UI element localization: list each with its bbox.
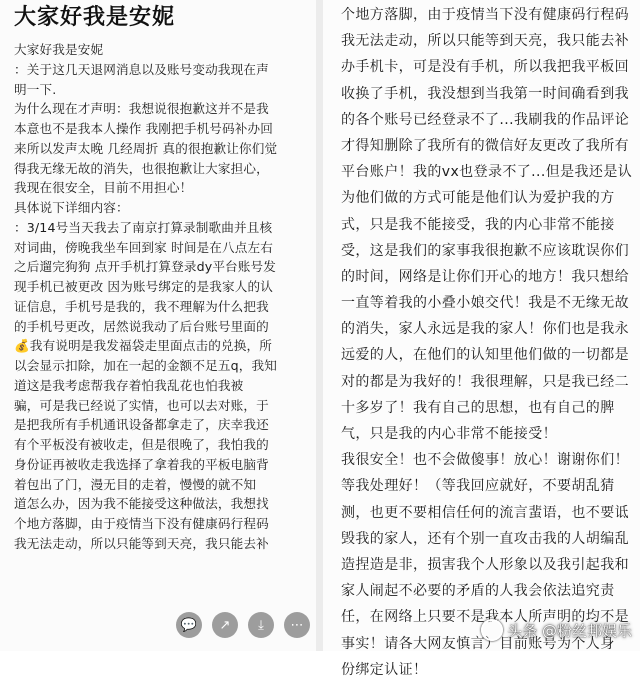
text-line: 个地方落脚，由于疫情当下没有健康码行程码 bbox=[341, 7, 629, 23]
text-line: 现手机已被更改 因为账号绑定的是我家人的认 bbox=[14, 279, 274, 294]
text-line: 身份证再被收走我选择了拿着我的平板电脑背 bbox=[14, 456, 269, 472]
text-line: 是把我所有手机通讯设备都拿走了，庆幸我还 bbox=[14, 417, 269, 433]
more-icon[interactable]: ⋯ bbox=[284, 612, 310, 638]
text-line: 道这是我考虑帮我存着怕我乱花也怕我被 bbox=[14, 377, 244, 393]
text-line: 家人闹起不必要的矛盾的人我会依法追究责 bbox=[341, 583, 615, 600]
image-action-overlay bbox=[120, 606, 310, 644]
text-line: ：3/14号当天我去了南京打算录制歌曲并且核 bbox=[14, 219, 273, 235]
text-line: 任，在网络上只要不是我本人所声明的均不是 bbox=[341, 609, 629, 626]
text-line: 收换了手机，我没想到当我第一时间确看到我 bbox=[341, 85, 629, 102]
text-line: 之后遛完狗狗 点开手机打算登录dy平台账号发 bbox=[14, 259, 277, 275]
panel-divider bbox=[316, 0, 323, 651]
download-icon[interactable]: ⤓ bbox=[248, 612, 274, 638]
text-line: 💰我有说明是我发福袋走里面点击的兑换，所 bbox=[14, 338, 272, 354]
text-line: 道怎么办，因为我不能接受这种做法，我想找 bbox=[14, 496, 269, 512]
text-line: 才得知删除了我所有的微信好友更改了我所有 bbox=[341, 137, 629, 154]
text-line: 个地方落脚，由于疫情当下没有健康码行程码 bbox=[14, 516, 269, 531]
text-line: 式，只是我不能接受，我的内心非常不能接 bbox=[341, 216, 615, 233]
text-line: 证信息，手机号是我的，我不理解为什么把我 bbox=[14, 298, 269, 314]
text-line: 有个平板没有被收走，但是很晚了，我怕我的 bbox=[14, 437, 269, 452]
text-line: 十多岁了！我有自己的思想，也有自己的脾 bbox=[341, 399, 615, 416]
source-watermark bbox=[481, 619, 632, 641]
text-line: 测，也更不要相信任何的流言蜚语，也不要诋 bbox=[341, 504, 629, 521]
left-screenshot-panel bbox=[0, 0, 316, 651]
text-line: 对词曲，傍晚我坐车回到家 时间是在八点左右 bbox=[14, 239, 274, 255]
text-line: 的时间，网络是让你们开心的地方！我只想给 bbox=[341, 268, 629, 285]
text-line: 毁我的家人，还有个别一直攻击我的人胡编乱 bbox=[341, 530, 629, 547]
text-line: 我现在很安全，目前不用担心！ bbox=[14, 180, 193, 196]
text-line: 受，这是我们的家事我很抱歉不应该耽误你们 bbox=[341, 242, 629, 259]
text-line: 份绑定认证！ bbox=[341, 661, 428, 678]
text-line: 着包出了门，漫无目的走着，慢慢的就不知 bbox=[14, 476, 257, 492]
text-line: 的各个账号已经登录不了...我刷我的作品评论 bbox=[341, 111, 630, 128]
toutiao-logo-icon bbox=[481, 619, 503, 641]
text-line: 办手机卡，可是没有手机，所以我把我平板回 bbox=[341, 59, 629, 76]
text-line: 对的都是为我好的！我很理解，只是我已经二 bbox=[341, 373, 629, 390]
text-line: 事实！请各大网友慎言）目前账号为个人身 bbox=[341, 635, 615, 652]
text-line: 远爱的人，在他们的认知里他们做的一切都是 bbox=[341, 347, 629, 364]
text-line: 气，只是我的内心非常不能接受！ bbox=[341, 426, 557, 442]
text-line: 大家好我是安妮 bbox=[14, 42, 104, 57]
comment-icon[interactable]: 💬 bbox=[176, 612, 202, 638]
text-line: 我无法走动，所以只能等到天亮，我只能去补 bbox=[14, 535, 269, 551]
watermark-text: 头条 @粉丝邦娱乐 bbox=[507, 621, 632, 640]
post-title: 大家好我是安妮 bbox=[14, 5, 176, 30]
text-line: 我无法走动，所以只能等到天亮，我只能去补 bbox=[341, 33, 629, 50]
text-line: 来所以发声太晚 几经周折 真的很抱歉让你们觉 bbox=[14, 140, 278, 156]
text-line: 明一下. bbox=[14, 81, 57, 97]
text-line: 的消失，家人永远是我的家人！你们也是我永 bbox=[341, 321, 629, 338]
text-line: 为什么现在才声明：我想说很抱歉这并不是我 bbox=[14, 101, 269, 117]
text-line: 等我处理好！（等我回应就好，不要胡乱猜 bbox=[341, 478, 615, 495]
left-text-block bbox=[14, 40, 314, 554]
right-text-block bbox=[341, 2, 639, 683]
text-line: 具体说下详细内容： bbox=[14, 200, 129, 215]
text-line: ：关于这几天退网消息以及账号变动我现在声 bbox=[14, 61, 269, 77]
text-line: 以会显示扣除，加在一起的金额不足五q，我知 bbox=[14, 358, 278, 373]
text-line: 骗，可是我已经说了实情，也可以去对账，于 bbox=[14, 397, 269, 413]
text-line: 的手机号更改，居然说我动了后台账号里面的 bbox=[14, 318, 269, 334]
text-line: 为他们做的方式可能是他们认为爱护我的方 bbox=[341, 190, 615, 207]
text-line: 造捏造是非，损害我个人形象以及我引起我和 bbox=[341, 556, 629, 573]
text-line: 得我无缘无故的消失，也很抱歉让大家担心， bbox=[14, 160, 269, 176]
text-line: 本意也不是我本人操作 我刚把手机号码补办回 bbox=[14, 121, 274, 136]
text-line: 我很安全！也不会做傻事！放心！谢谢你们！ bbox=[341, 452, 629, 469]
share-icon[interactable]: ↗ bbox=[212, 612, 238, 638]
text-line: 一直等着我的小叠小娘交代！我是不无缘无故 bbox=[341, 295, 629, 312]
right-screenshot-panel bbox=[323, 0, 640, 678]
text-line: 平台账户！我的vx也登录不了...但是我还是认 bbox=[341, 164, 633, 181]
